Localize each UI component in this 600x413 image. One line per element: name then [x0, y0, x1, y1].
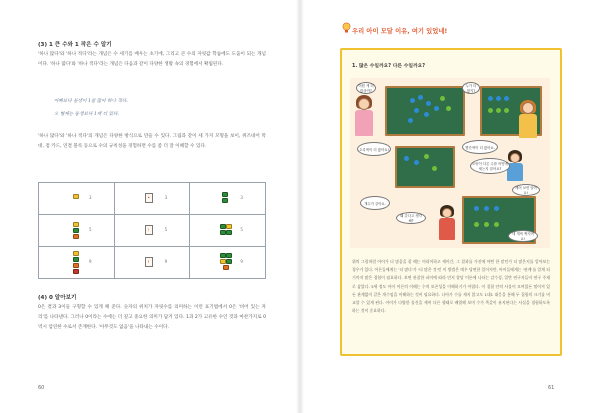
speech-bubble: 초록색이 더 많아요! [357, 142, 391, 156]
table-cell [39, 247, 115, 279]
green-dot [474, 222, 479, 227]
blue-dot [496, 96, 501, 101]
cube-icon [73, 234, 79, 239]
section2-paragraph: 0은 결과 3이들 구형할 수 있게 해 준다. 숫자의 위치가 자릿수를 의미하는 이런 표기법에서 0은 '비어 있는 자리'를 나타낸다. 그러나 0이라는 수에는 더 깊고 중요한 의미가 담겨 있다. 1과 2가 고유한 수인 것과 마찬가지로 0 역시 엄연한 수로서 존재한다. '아무것도 없음'을 나타내는 수이다. [38, 305, 266, 330]
handwritten-example-2: 오 형제는 동생보다 1개 더 있다. [54, 112, 119, 117]
green-dot [488, 108, 493, 113]
banner-title: 우리 아이 모달 이유, 여기 있었네! [352, 28, 448, 35]
green-dot [432, 166, 437, 171]
blue-dot [410, 98, 415, 103]
dot-card-icon: ⁞ [145, 257, 153, 267]
blue-dot [418, 95, 423, 100]
blue-dot [424, 112, 429, 117]
cube-icon [73, 251, 79, 256]
speech-bubble: 어떤 게 더 많을까? [356, 82, 376, 94]
blue-dot [484, 206, 489, 211]
green-block-icon [226, 259, 232, 264]
dot-card-icon: ⁝ [145, 225, 153, 235]
section-title-bigger-smaller: (3) 1 큰 수와 1 작은 수 알기 [38, 42, 112, 48]
green-dot [446, 106, 451, 111]
handwritten-example-1: 아빠보다 동생이 1살 많아 하나 적다. [54, 99, 128, 104]
cell-number: 3 [89, 195, 92, 200]
info-box-paragraph: 위의 그림처럼 아이가 더 많음을 잘 해는 머리이하고 세어간, 그 결과를 가진에 어떤 한 말인가 더 많은지를 알아보는 경우가 있다. 어른들에게는 '더 많다'가 '더 많은 것'인 이 방법은 매우 당연한 일이지만, 아이들에게는 '관계'를 알게 되기까지 많은 경험이 필요하다. 보면 관찰한 파이에 따라 민지 할당 이론에 나타는 감수성, 일반 연구자들이 연구 주제로 삼았다. 5세 정도 아이 어른의 이해는 수의 보존성을 이해하기가 어렵다. 이 집합 안의 사물이 모여있든 떨어져 있든 관계없이 같은 개수임을 이해하는 것이 필요하다. 나아가 수를 세지 않고도 1대1 대응을 통해 두 집합의 크기를 비교할 수 있게 된다. 아이가 다양한 물건을 세며 다른 행태로 배열해 보며 수가 똑같이 유지된다는 사실을 경험하도록 하는 것이 중요하다. [352, 259, 550, 314]
table-cell [114, 183, 190, 215]
table-cell [190, 247, 266, 279]
cell-number: 9 [164, 259, 168, 264]
blue-dot [488, 96, 493, 101]
green-block-icon [222, 198, 228, 203]
blue-dot [408, 118, 413, 123]
cube-icon [73, 257, 79, 262]
cube-icon [73, 228, 79, 233]
blue-dot [414, 108, 419, 113]
green-dot [424, 154, 429, 159]
cell-number: 5 [89, 227, 92, 232]
cube-icon [73, 263, 79, 268]
table-cell [190, 183, 266, 215]
green-dot [440, 96, 445, 101]
blue-dot [414, 160, 419, 165]
blue-dot [404, 156, 409, 161]
cell-number: 5 [240, 227, 243, 232]
table-cell [39, 183, 115, 215]
section-title-zero: (4) 0 알아보기 [38, 295, 77, 301]
cell-number: 5 [164, 227, 168, 232]
green-dot [484, 222, 489, 227]
section1-paragraph-2: '하나 많다'와 '하나 적다'의 개념은 다양한 방식으로 만들 수 있다. 그림과 같이 세 가지 모형을 보이, 퀴즈네어 막대, 점 카드, 연결 블록 등으로 수의 규칙성을 경험하면 수를 좀 더 잘 이해할 수 있다. [38, 134, 266, 149]
dot-card-icon: • [145, 193, 153, 203]
blue-dot [474, 206, 479, 211]
green-block-icon [226, 230, 232, 235]
cell-number: 9 [240, 259, 243, 264]
blue-dot [426, 101, 431, 106]
table-cell [39, 215, 115, 247]
blue-dot [434, 106, 439, 111]
speech-bubble: 세어 보면 알아요! [512, 184, 540, 196]
speech-bubble: 누가 더 많지? [462, 82, 480, 94]
green-dot [496, 108, 501, 113]
green-block-icon [226, 224, 232, 229]
table-cell [190, 215, 266, 247]
table-cell [114, 247, 190, 279]
cube-icon [73, 194, 79, 199]
green-block-icon [226, 253, 232, 258]
blue-dot [504, 96, 509, 101]
speech-bubble: 네 개씩 짝지어요! [508, 230, 538, 242]
page-number-left: 60 [38, 385, 45, 391]
speech-bubble: 빨간색이 더 많아요. [462, 140, 498, 154]
cell-number: 3 [164, 195, 168, 200]
speech-bubble: 개수가 같아요. [360, 196, 390, 210]
speech-bubble: 왜 같다고 생각해? [396, 212, 426, 224]
speech-bubble: 모양이 다른 수를 어떻게 세는지 알아요? [470, 158, 510, 174]
block-model-table [38, 182, 266, 279]
cube-icon [73, 269, 79, 274]
cell-number: 3 [240, 195, 243, 200]
info-box-title: 1. 많은 수일까요? 다른 수일까요? [352, 64, 426, 69]
green-dot [494, 222, 499, 227]
cell-number: 9 [89, 259, 92, 264]
lightbulb-icon [342, 22, 351, 34]
green-block-icon [222, 192, 228, 197]
page-number-right: 61 [548, 385, 555, 391]
book-gutter [296, 0, 304, 413]
cube-icon [73, 222, 79, 227]
chalkboard-middle [395, 146, 455, 188]
table-cell [114, 215, 190, 247]
blue-dot [494, 206, 499, 211]
chalkboard-top [385, 86, 465, 136]
green-block-icon [223, 265, 229, 270]
green-dot [504, 108, 509, 113]
section1-paragraph-1: '하나 많다'와 '하나 적다'라는 개념은 수 세기를 배우는 초기에, 그리고 큰 수의 자릿값 학습에도 도움이 되는 개념이다. '하나 많다'와 '하나 적다'라는 개념은 다음과 같이 다양한 생활 속의 경험에서 확립된다. [38, 52, 266, 67]
